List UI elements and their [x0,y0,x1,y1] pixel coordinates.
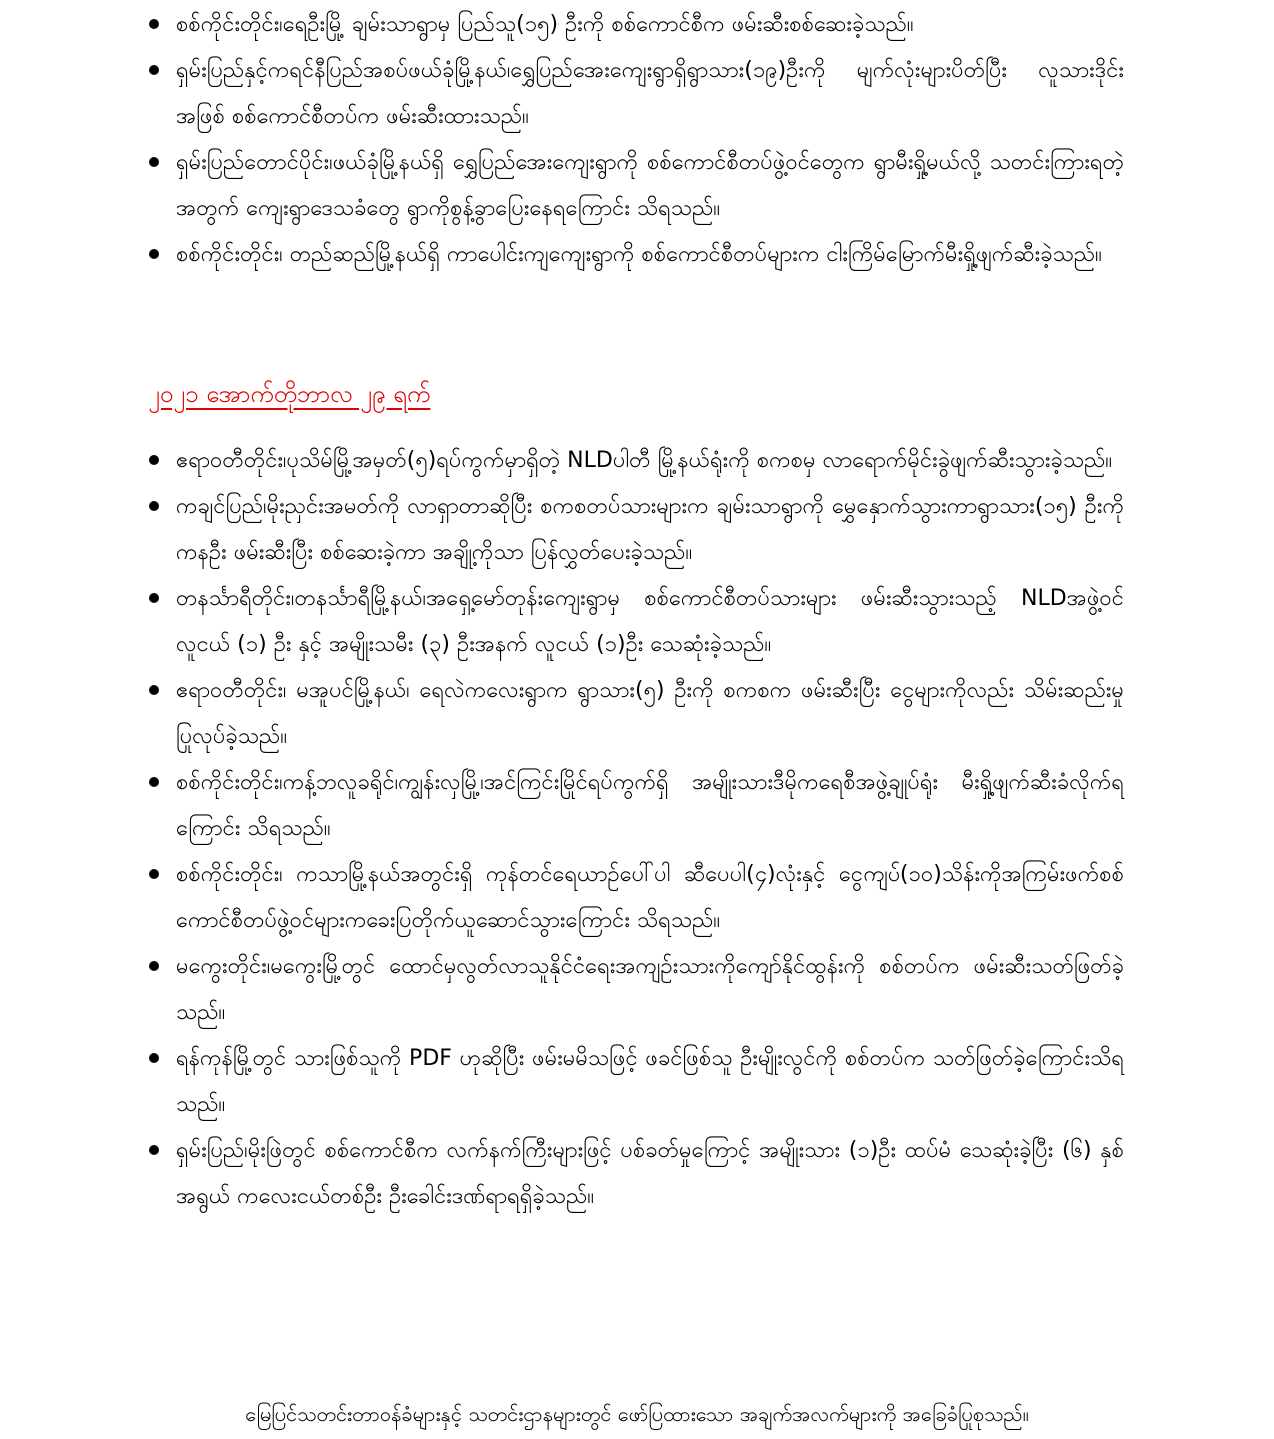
list-item-text: စစ်ကိုင်းတိုင်း၊ တည်ဆည်မြို့နယ်ရှိ ကာပေါင်းကျကျေးရွာကို စစ်ကောင်စီတပ်များက ငါးကြိမ်မြောက်မီးရှို့ဖျက်ဆီးခဲ့သည်။ [176,242,1102,267]
list-item-text: ရန်ကုန်မြို့တွင် သားဖြစ်သူကို PDF ဟုဆိုပြီး ဖမ်းမမိသဖြင့် ဖခင်ဖြစ်သူ ဦးမျိုးလွင်ကို စစ်တပ်က သတ်ဖြတ်ခဲ့ကြောင်းသိရသည်။ [176,1046,1124,1117]
list-item-text: စစ်ကိုင်းတိုင်း၊ကန့်ဘလူခရိုင်၊ကျွန်းလှမြို့၊အင်ကြင်းမြိုင်ရပ်ကွက်ရှိ အမျိုးသားဒီမိုကရေစီအဖွဲ့ချုပ်ရုံး မီးရှို့ဖျက်ဆီးခံလိုက်ရကြောင်း သိရသည်။ [176,770,1124,841]
list-item [0,438,1274,484]
list-item-text: ရှမ်းပြည်နှင့်ကရင်နီပြည်အစပ်ဖယ်ခုံမြို့နယ်၊ရွှေပြည်အေးကျေးရွာရှိရွာသား(၁၉)ဦးကို မျက်လုံးများပိတ်ပြီး လူသားဒိုင်းအဖြစ် စစ်ကောင်စီတပ်က ဖမ်းဆီးထားသည်။ [176,58,1124,129]
list-item [0,944,1274,1036]
page-footer: မြေပြင်သတင်းတာဝန်ခံများနှင့် သတင်းဌာနများတွင် ဖော်ပြထားသော အချက်အလက်များကို အခြေခံပြုစုသည်။ [245,1402,1029,1426]
bullet-icon [149,869,159,879]
list-item-text: ရှမ်းပြည်၊မိုးဖြဲတွင် စစ်ကောင်စီက လက်နက်ကြီးများဖြင့် ပစ်ခတ်မှုကြောင့် အမျိုးသား (၁)ဦး ထပ်မံ သေဆုံးခဲ့ပြီး (၆) နှစ် အရွယ် ကလေးငယ်တစ်ဦး ဦးခေါင်းဒဏ်ရာရရှိခဲ့သည်။ [176,1138,1124,1209]
list-item [0,760,1274,852]
bullet-icon [149,455,159,465]
list-item [0,2,1274,48]
bullet-icon [149,19,159,29]
bullet-icon [149,157,159,167]
bullet-list-section-b [0,438,1274,1220]
list-item [0,668,1274,760]
list-item [0,1128,1274,1220]
bullet-icon [149,593,159,603]
list-item-text: ရှမ်းပြည်တောင်ပိုင်း၊ဖယ်ခုံမြို့နယ်ရှိ ရွှေပြည်အေးကျေးရွာကို စစ်ကောင်စီတပ်ဖွဲ့ဝင်တွေက ရွာမီးရှို့မယ်လို့ သတင်းကြားရတဲ့အတွက် ကျေးရွာဒေသခံတွေ ရွာကိုစွန့်ခွာပြေးနေရကြောင်း သိရသည်။ [176,150,1124,221]
list-item [0,140,1274,232]
list-item-text: စစ်ကိုင်းတိုင်း၊ ကသာမြို့နယ်အတွင်းရှိ ကုန်တင်ရေယာဉ်ပေါ်ပါ ဆီပေပါ(၄)လုံးနှင့် ငွေကျပ်(၁၀)သိန်းကိုအကြမ်းဖက်စစ်ကောင်စီတပ်ဖွဲ့ဝင်များကခေးပြတိုက်ယူဆောင်သွားကြောင်း သိရသည်။ [176,862,1124,933]
list-item-text: ကချင်ပြည်၊မိုးညှင်းအမတ်ကို လာရှာတာဆိုပြီး စကစတပ်သားများက ချမ်းသာရွာကို မွှေနှောက်သွားကာရွာသား(၁၅) ဦးကို ကနဦး ဖမ်းဆီးပြီး စစ်ဆေးခဲ့ကာ အချို့ကိုသာ ပြန်လွှတ်ပေးခဲ့သည်။ [176,494,1124,565]
bullet-list-section-a [0,2,1274,278]
bullet-icon [149,685,159,695]
bullet-icon [149,1053,159,1063]
bullet-icon [149,501,159,511]
list-item-text: ဧရာဝတီတိုင်း၊ပုသိမ်မြို့အမှတ်(၅)ရပ်ကွက်မှာရှိတဲ့ NLDပါတီ မြို့နယ်ရုံးကို စကစမှ လာရောက်မိုင်းခွဲဖျက်ဆီးသွားခဲ့သည်။ [176,448,1113,473]
section-date-heading: ၂၀၂၁ အောက်တိုဘာလ ၂၉ ရက် [148,380,431,408]
list-item [0,576,1274,668]
list-item [0,484,1274,576]
bullet-icon [149,65,159,75]
list-item [0,232,1274,278]
list-item [0,48,1274,140]
bullet-icon [149,1145,159,1155]
bullet-icon [149,777,159,787]
list-item-text: စစ်ကိုင်းတိုင်း၊ရေဦးမြို့ ချမ်းသာရွာမှ ပြည်သူ(၁၅) ဦးကို စစ်ကောင်စီက ဖမ်းဆီးစစ်ဆေးခဲ့သည်။ [176,12,914,37]
list-item-text: တနင်္သာရီတိုင်း၊တနင်္သာရီမြို့နယ်၊အရှေ့မော်တုန်းကျေးရွာမှ စစ်ကောင်စီတပ်သားများ ဖမ်းဆီးသွားသည့် NLDအဖွဲ့ဝင် လူငယ် (၁) ဦး နှင့် အမျိုးသမီး (၃) ဦးအနက် လူငယ် (၁)ဦး သေဆုံးခဲ့သည်။ [176,586,1124,657]
list-item-text: မကွေးတိုင်း၊မကွေးမြို့တွင် ထောင်မှလွတ်လာသူနိုင်ငံရေးအကျဉ်းသားကိုကျော်နိုင်ထွန်းကို စစ်တပ်က ဖမ်းဆီးသတ်ဖြတ်ခဲ့သည်။ [176,954,1124,1025]
list-item [0,1036,1274,1128]
bullet-icon [149,249,159,259]
bullet-icon [149,961,159,971]
list-item [0,852,1274,944]
list-item-text: ဧရာဝတီတိုင်း၊ မအူပင်မြို့နယ်၊ ရေလဲကလေးရွာက ရွာသား(၅) ဦးကို စကစက ဖမ်းဆီးပြီး ငွေများကိုလည်း သိမ်းဆည်းမှုပြုလုပ်ခဲ့သည်။ [176,678,1124,749]
